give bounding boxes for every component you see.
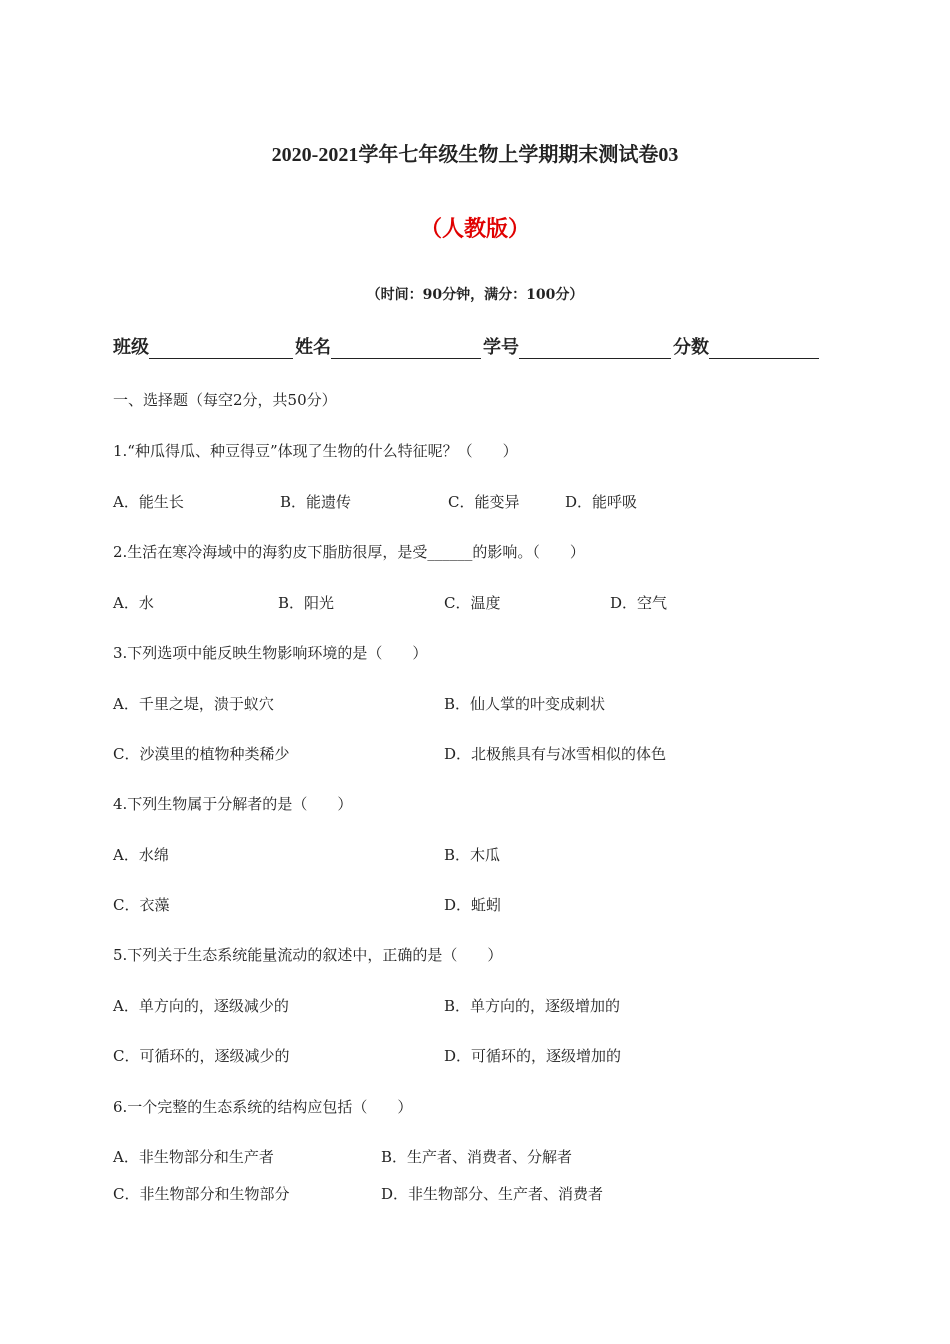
subtitle-close-paren: ）	[508, 216, 531, 242]
name-label: 姓名	[295, 337, 331, 358]
option-b: B．单方向的，逐级增加的	[444, 997, 621, 1015]
option-d: D．蚯蚓	[444, 896, 502, 914]
option-d: D．北极熊具有与冰雪相似的体色	[444, 745, 667, 763]
score-blank	[709, 338, 819, 359]
exam-title: 2020-2021学年七年级生物上学期期末测试卷03	[271, 144, 679, 166]
option-a: A．水	[113, 594, 154, 612]
score-label: 分数	[673, 337, 709, 358]
class-label: 班级	[113, 337, 149, 358]
question-stem: 4.下列生物属于分解者的是（ ）	[113, 795, 353, 813]
option-d: D．可循环的，逐级增加的	[444, 1047, 622, 1065]
option-b: B．阳光	[278, 594, 335, 612]
option-d: D．空气	[610, 594, 668, 612]
time-info: （时间：90分钟，满分：100分）	[366, 287, 584, 303]
option-c: C．非生物部分和生物部分	[113, 1185, 290, 1203]
option-c: C．沙漠里的植物种类稀少	[113, 745, 290, 763]
option-a: A．单方向的，逐级减少的	[113, 997, 289, 1015]
option-c: C．可循环的，逐级减少的	[113, 1047, 290, 1065]
option-d: D．能呼吸	[565, 493, 638, 511]
class-blank	[149, 338, 293, 359]
section-heading: 一、选择题（每空2分，共50分）	[113, 391, 337, 409]
question-stem: 5.下列关于生态系统能量流动的叙述中，正确的是（ ）	[113, 946, 503, 964]
student-info-fields	[113, 333, 821, 359]
name-blank	[331, 338, 481, 359]
student-id-label: 学号	[483, 337, 519, 358]
question-stem: 1.“种瓜得瓜、种豆得豆”体现了生物的什么特征呢？（ ）	[113, 442, 518, 460]
option-d: D．非生物部分、生产者、消费者	[381, 1185, 604, 1203]
subtitle-open-paren: （	[419, 216, 442, 242]
option-c: C．温度	[444, 594, 501, 612]
option-b: B．木瓜	[444, 846, 501, 864]
option-b: B．能遗传	[280, 493, 352, 511]
option-c: C．能变异	[448, 493, 520, 511]
option-a: A．能生长	[113, 493, 184, 511]
option-b: B．仙人掌的叶变成刺状	[444, 695, 606, 713]
option-a: A．水绵	[113, 846, 169, 864]
option-a: A．千里之堤，溃于蚁穴	[113, 695, 274, 713]
edition-subtitle	[0, 212, 950, 243]
option-b: B．生产者、消费者、分解者	[381, 1148, 573, 1166]
option-c: C．衣藻	[113, 896, 170, 914]
question-stem: 3.下列选项中能反映生物影响环境的是（ ）	[113, 644, 428, 662]
edition-name: 人教版	[441, 216, 508, 242]
question-stem: 6.一个完整的生态系统的结构应包括（ ）	[113, 1098, 413, 1116]
student-id-blank	[519, 338, 671, 359]
question-stem: 2.生活在寒冷海域中的海豹皮下脂肪很厚，是受______的影响。（ ）	[113, 543, 585, 561]
option-a: A．非生物部分和生产者	[113, 1148, 274, 1166]
